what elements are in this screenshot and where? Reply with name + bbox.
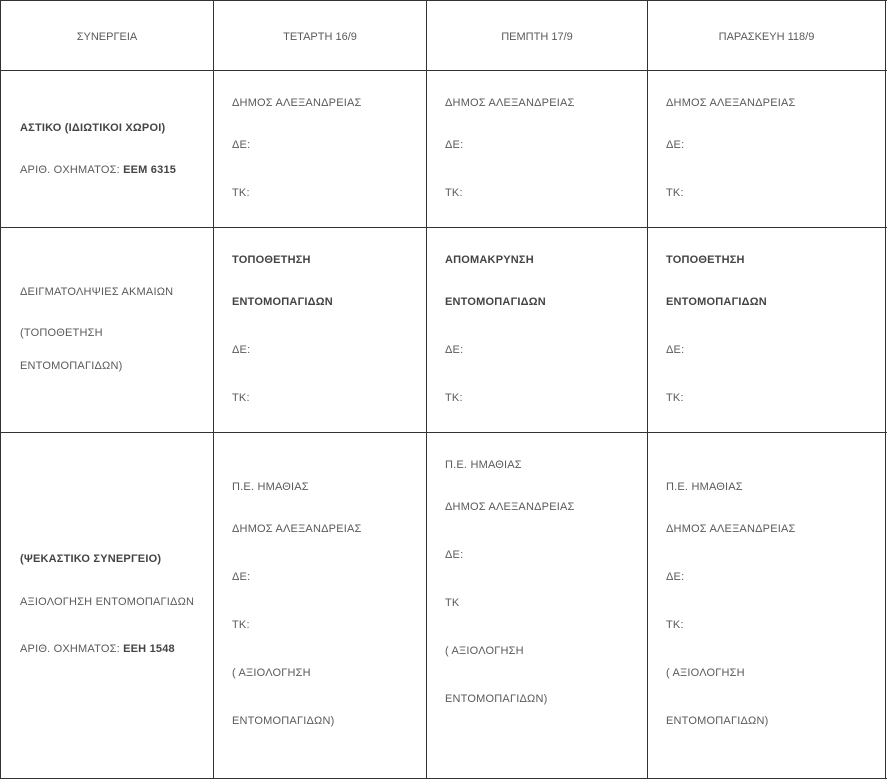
row1-fri-tk: ΤΚ:: [666, 187, 684, 199]
row2-team-line1: ΔΕΙΓΜΑΤΟΛΗΨΙΕΣ ΑΚΜΑΙΩΝ: [20, 286, 174, 298]
header-thursday: ΠΕΜΠΤΗ 17/9: [501, 31, 573, 43]
row3-vehicle-number: ΕΕΗ 1548: [123, 643, 175, 655]
header-teams: ΣΥΝΕΡΓΕΙΑ: [76, 31, 138, 43]
row3-vehicle: [20, 643, 175, 656]
row1-vehicle: [20, 164, 176, 177]
row2-team-line2: (ΤΟΠΟΘΕΤΗΣΗ: [20, 327, 103, 339]
row3-thu-pe: Π.Ε. ΗΜΑΘΙΑΣ: [445, 459, 522, 471]
row1-wed-area: ΔΗΜΟΣ ΑΛΕΞΑΝΔΡΕΙΑΣ: [232, 97, 362, 109]
table-border-left: [0, 0, 1, 779]
row2-thu-de: ΔΕ:: [445, 344, 464, 356]
table-border-top: [0, 0, 887, 1]
row3-vehicle-label: ΑΡΙΘ. ΟΧΗΜΑΤΟΣ:: [20, 643, 124, 655]
table-border-right: [885, 0, 886, 779]
row1-vehicle-number: ΕΕΜ 6315: [123, 164, 177, 176]
row3-wed-note2: ΕΝΤΟΜΟΠΑΓΙΔΩΝ): [232, 715, 335, 727]
row1-wed-de: ΔΕ:: [232, 139, 251, 151]
row1-wed-tk: ΤΚ:: [232, 187, 250, 199]
row2-fri-action1: ΤΟΠΟΘΕΤΗΣΗ: [666, 254, 745, 266]
row2-fri-de: ΔΕ:: [666, 344, 685, 356]
column-divider-1: [213, 0, 214, 779]
row3-fri-note2: ΕΝΤΟΜΟΠΑΓΙΔΩΝ): [666, 715, 769, 727]
row2-fri-action2: ΕΝΤΟΜΟΠΑΓΙΔΩΝ: [666, 296, 767, 308]
row3-thu-de: ΔΕ:: [445, 549, 464, 561]
column-divider-2: [426, 0, 427, 779]
row2-thu-action1: ΑΠΟΜΑΚΡΥΝΣΗ: [445, 254, 534, 266]
row2-thu-tk: ΤΚ:: [445, 392, 463, 404]
row3-fri-area: ΔΗΜΟΣ ΑΛΕΞΑΝΔΡΕΙΑΣ: [666, 523, 796, 535]
row3-thu-note2: ΕΝΤΟΜΟΠΑΓΙΔΩΝ): [445, 693, 548, 705]
row2-thu-action2: ΕΝΤΟΜΟΠΑΓΙΔΩΝ: [445, 296, 546, 308]
row3-fri-pe: Π.Ε. ΗΜΑΘΙΑΣ: [666, 481, 743, 493]
row-divider-3: [0, 432, 887, 433]
row1-thu-de: ΔΕ:: [445, 139, 464, 151]
row2-wed-action2: ΕΝΤΟΜΟΠΑΓΙΔΩΝ: [232, 296, 333, 308]
row3-thu-area: ΔΗΜΟΣ ΑΛΕΞΑΝΔΡΕΙΑΣ: [445, 501, 575, 513]
row1-team-name: ΑΣΤΙΚΟ (ΙΔΙΩΤΙΚΟΙ ΧΩΡΟΙ): [20, 122, 166, 134]
row3-wed-note1: ( ΑΞΙΟΛΟΓΗΣΗ: [232, 667, 311, 679]
row3-wed-area: ΔΗΜΟΣ ΑΛΕΞΑΝΔΡΕΙΑΣ: [232, 523, 362, 535]
header-wednesday: ΤΕΤΑΡΤΗ 16/9: [283, 31, 357, 43]
row1-thu-tk: ΤΚ:: [445, 187, 463, 199]
row1-fri-de: ΔΕ:: [666, 139, 685, 151]
row1-fri-area: ΔΗΜΟΣ ΑΛΕΞΑΝΔΡΕΙΑΣ: [666, 97, 796, 109]
row3-wed-pe: Π.Ε. ΗΜΑΘΙΑΣ: [232, 481, 309, 493]
row2-wed-de: ΔΕ:: [232, 344, 251, 356]
table-border-bottom: [0, 778, 887, 779]
row3-team-name: (ΨΕΚΑΣΤΙΚΟ ΣΥΝΕΡΓΕΙΟ): [20, 553, 162, 565]
row3-team-desc: ΑΞΙΟΛΟΓΗΣΗ ΕΝΤΟΜΟΠΑΓΙΔΩΝ: [20, 596, 195, 608]
header-friday: ΠΑΡΑΣΚΕΥΗ 118/9: [718, 31, 815, 43]
row3-wed-tk: ΤΚ:: [232, 619, 250, 631]
row2-wed-tk: ΤΚ:: [232, 392, 250, 404]
column-divider-3: [647, 0, 648, 779]
row3-wed-de: ΔΕ:: [232, 571, 251, 583]
row2-fri-tk: ΤΚ:: [666, 392, 684, 404]
row-divider-2: [0, 227, 887, 228]
row-divider-1: [0, 70, 887, 71]
row3-fri-de: ΔΕ:: [666, 571, 685, 583]
row3-fri-note1: ( ΑΞΙΟΛΟΓΗΣΗ: [666, 667, 745, 679]
row2-team-line3: ΕΝΤΟΜΟΠΑΓΙΔΩΝ): [20, 360, 123, 372]
row3-fri-tk: ΤΚ:: [666, 619, 684, 631]
row3-thu-note1: ( ΑΞΙΟΛΟΓΗΣΗ: [445, 645, 524, 657]
row2-wed-action1: ΤΟΠΟΘΕΤΗΣΗ: [232, 254, 311, 266]
row3-thu-tk: ΤΚ: [445, 597, 460, 609]
row1-thu-area: ΔΗΜΟΣ ΑΛΕΞΑΝΔΡΕΙΑΣ: [445, 97, 575, 109]
row1-vehicle-label: ΑΡΙΘ. ΟΧΗΜΑΤΟΣ:: [20, 164, 124, 176]
